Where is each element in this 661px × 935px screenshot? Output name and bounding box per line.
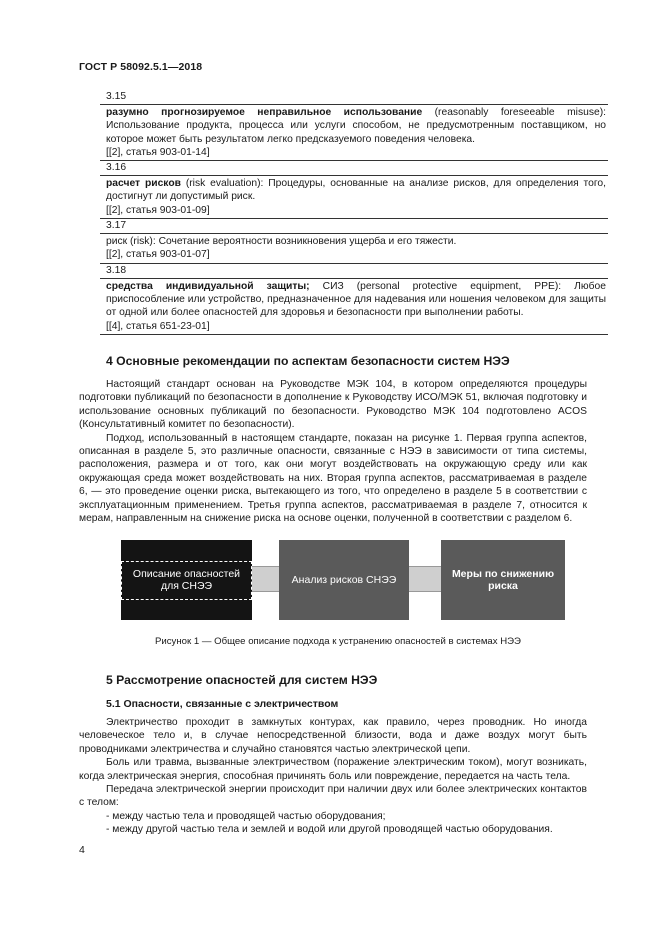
diagram-box-risk-analysis [279, 540, 409, 620]
definition-number: 3.17 [106, 220, 127, 232]
section-5-title: 5 Рассмотрение опасностей для систем НЭЭ [106, 673, 378, 687]
definition-item [100, 90, 608, 161]
document-header: ГОСТ Р 58092.5.1—2018 [79, 61, 203, 73]
definition-term: средства индивидуальной защиты; [106, 280, 310, 292]
definition-text: (reasonably foreseeable misuse): Использование продукта, процесса или услуги способом, не предусмотренным поставщиком, но которое может быть результатом легко предсказуемого поведения человека. [106, 107, 606, 145]
definition-number: 3.16 [106, 162, 127, 174]
definition-text: (risk evaluation): Процедуры, основанные на анализе рисков, для определения того, достигнут ли допустимый риск. [106, 178, 607, 203]
section-5-body [79, 716, 587, 837]
diagram-connector [252, 566, 279, 592]
definition-ref: [[2], статья 903-01-07] [106, 249, 210, 261]
definition-number: 3.18 [106, 264, 127, 276]
definition-body [100, 233, 608, 264]
paragraph: Передача электрической энергии происходит при наличии двух или более электрических контактов с телом: [79, 784, 587, 809]
definition-body [100, 175, 608, 219]
diagram-connector [409, 566, 441, 592]
definition-item [100, 161, 608, 219]
diagram-box-label: Описание опасностей для СНЭЭ [121, 561, 252, 600]
diagram-box-hazards [121, 540, 252, 620]
diagram-box-label: Меры по снижению риска [451, 567, 555, 592]
diagram-box-label: Анализ рисков СНЭЭ [291, 573, 397, 586]
definition-term: расчет рисков [106, 178, 181, 190]
definition-ref: [[4], статья 651-23-01] [106, 320, 210, 332]
section-4-title: 4 Основные рекомендации по аспектам безопасности систем НЭЭ [106, 354, 510, 368]
paragraph: Подход, использованный в настоящем стандарте, показан на рисунке 1. Первая группа аспектов, описанная в разделе 5, это различные опасности, связанные с НЭЭ в зависимости от типа системы, расположения, размера и от того, как они могут воздействовать на окружающую среду или как окружающая среда может воздействовать на них. Вторая группа аспектов, рассматриваемая в разделе 6, — это проведение оценки риска, вытекающего из того, что определено в разделе 5 в соответствии с эксплуатационным применением. Третья группа аспектов, рассматриваемая в разделе 7, относится к мерам, направленным на снижение риска на основе оценки, полученной в соответствии с разделом 6. [79, 432, 587, 525]
definition-body [100, 278, 608, 335]
definition-ref: [[2], статья 903-01-09] [106, 204, 210, 216]
paragraph: Электричество проходит в замкнутых контурах, как правило, через проводник. Но иногда человеческое тело и, в случае непосредственной близости, вода и даже воздух могут быть проводниками электричества и случайно становятся частью электрической цепи. [79, 717, 587, 755]
page-number: 4 [79, 844, 85, 856]
definition-term: разумно прогнозируемое неправильное использование [106, 107, 423, 118]
subsection-5-1-title: 5.1 Опасности, связанные с электричеством [106, 698, 339, 710]
definition-item [100, 219, 608, 264]
section-4-body [79, 378, 587, 525]
paragraph: Боль или травма, вызванные электричеством (поражение электрическим током), могут возникать, когда электрическая энергия, способная причинять боль или повреждение, передается на часть тела. [79, 757, 587, 782]
definition-item [100, 264, 608, 335]
figure-caption: Рисунок 1 — Общее описание подхода к устранению опасностей в системах НЭЭ [155, 636, 521, 647]
definitions-list [100, 90, 608, 335]
definition-text: СИЗ (personal protective equipment, PPE): Любое приспособление или устройство, предназначенное для надевания или ношения человеком для защиты от одной или более опасностей для здоровья и безопасности при выполнении работы. [106, 280, 606, 319]
list-item: - между другой частью тела и землей и водой или другой проводящей частью оборудования. [106, 824, 553, 836]
definition-ref: [[2], статья 903-01-14] [106, 146, 210, 158]
figure-1-diagram [121, 540, 565, 620]
list-item: - между частью тела и проводящей частью оборудования; [106, 810, 386, 822]
diagram-box-risk-reduction [441, 540, 565, 620]
definition-body [100, 104, 608, 161]
paragraph: Настоящий стандарт основан на Руководстве МЭК 104, в котором определяются процедуры подготовки публикаций по безопасности в дополнение к Руководству ИСО/МЭК 51, включая подготовку и использование основных публикаций по безопасности. Руководство МЭК 104 подготовлено ACOS (Консультативный комитет по безопасности). [79, 379, 587, 431]
definition-number: 3.15 [106, 91, 127, 102]
definition-text: риск (risk): Сочетание вероятности возникновения ущерба и его тяжести. [106, 236, 457, 248]
